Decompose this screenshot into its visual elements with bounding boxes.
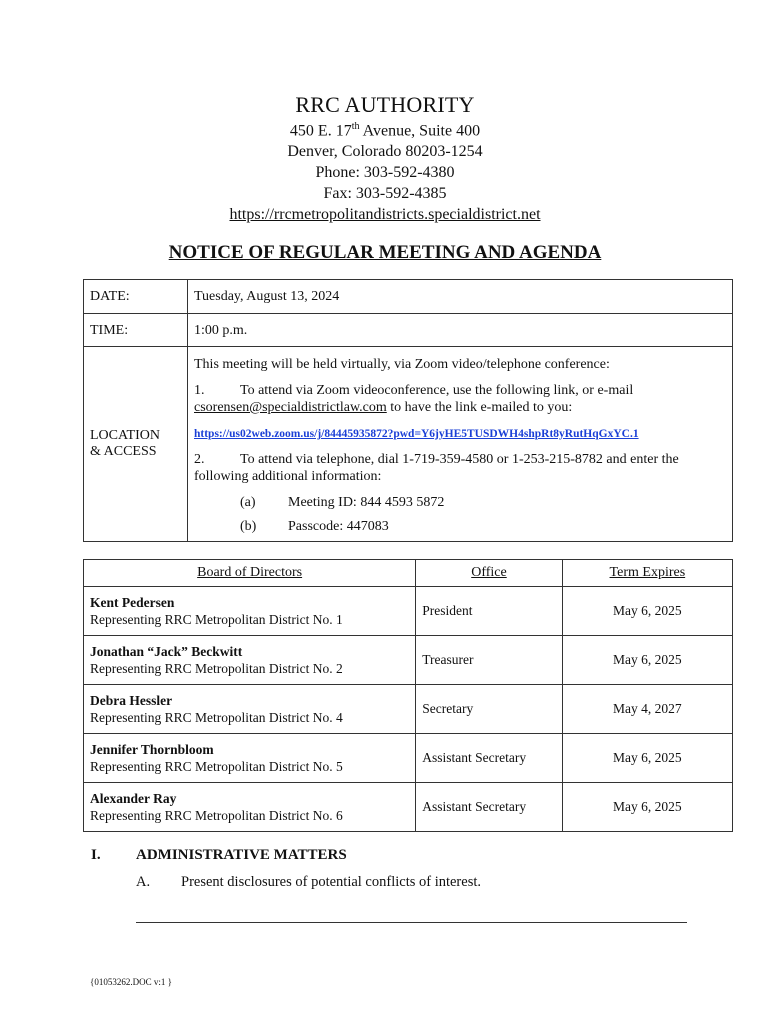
office-cell: President — [416, 587, 562, 636]
board-table — [83, 559, 733, 832]
table-row — [84, 734, 733, 783]
document-footer: {01053262.DOC v:1 } — [90, 977, 172, 987]
agenda-item: A. Present disclosures of potential conflicts of interest. — [136, 874, 481, 890]
director-cell: Debra Hessler Representing RRC Metropolitan District No. 4 — [84, 685, 416, 734]
city-line: Denver, Colorado 80203-1254 — [287, 143, 483, 160]
meeting-id-line: (a) Meeting ID: 844 4593 5872 — [240, 495, 445, 510]
office-cell: Assistant Secretary — [416, 734, 562, 783]
term-cell: May 6, 2025 — [562, 783, 732, 832]
director-cell: Kent Pedersen Representing RRC Metropolitan District No. 1 — [84, 587, 416, 636]
board-header-term: Term Expires — [562, 560, 732, 587]
address-line: 450 E. 17th Avenue, Suite 400 — [289, 121, 481, 140]
agenda-section-heading: I. ADMINISTRATIVE MATTERS — [91, 847, 347, 863]
org-title: RRC AUTHORITY — [295, 92, 475, 117]
term-cell: May 6, 2025 — [562, 636, 732, 685]
phone-instructions-cont: following additional information: — [194, 469, 382, 484]
director-cell: Alexander Ray Representing RRC Metropolitan District No. 6 — [84, 783, 416, 832]
office-cell: Secretary — [416, 685, 562, 734]
website-link[interactable]: https://rrcmetropolitandistricts.specialdistrict.net — [229, 206, 541, 223]
term-cell: May 6, 2025 — [562, 734, 732, 783]
passcode-line: (b) Passcode: 447083 — [240, 519, 389, 534]
director-cell: Jonathan “Jack” Beckwitt Representing RRC Metropolitan District No. 2 — [84, 636, 416, 685]
zoom-instructions: 1. To attend via Zoom videoconference, use the following link, or e-mail — [194, 383, 634, 398]
table-row — [84, 636, 733, 685]
divider — [136, 922, 687, 923]
email-link[interactable]: csorensen@specialdistrictlaw.com — [194, 400, 387, 415]
zoom-link-line — [194, 425, 732, 443]
office-cell: Assistant Secretary — [416, 783, 562, 832]
fax-line: Fax: 303-592-4385 — [323, 185, 447, 202]
board-header-row — [84, 560, 733, 587]
table-row — [84, 783, 733, 832]
notice-title: NOTICE OF REGULAR MEETING AND AGENDA — [168, 242, 602, 263]
board-header-directors: Board of Directors — [84, 560, 416, 587]
board-header-office: Office — [416, 560, 562, 587]
table-row — [84, 587, 733, 636]
director-cell: Jennifer Thornbloom Representing RRC Metropolitan District No. 5 — [84, 734, 416, 783]
phone-line: Phone: 303-592-4380 — [315, 164, 455, 181]
term-cell: May 6, 2025 — [562, 587, 732, 636]
table-row — [84, 685, 733, 734]
phone-instructions: 2. To attend via telephone, dial 1-719-359-4580 or 1-253-215-8782 and enter the — [194, 452, 679, 467]
email-line: csorensen@specialdistrictlaw.com to have the link e-mailed to you: — [194, 400, 573, 415]
time-value: 1:00 p.m. — [188, 314, 733, 347]
zoom-link[interactable]: https://us02web.zoom.us/j/84445935872?pwd=Y6jyHE5TUSDWH4shpRt8yRutHqGxYC.1 — [194, 428, 639, 440]
location-label: LOCATION & ACCESS — [84, 347, 188, 542]
office-cell: Treasurer — [416, 636, 562, 685]
term-cell: May 4, 2027 — [562, 685, 732, 734]
location-intro: This meeting will be held virtually, via Zoom video/telephone conference: — [194, 357, 610, 372]
time-label: TIME: — [84, 314, 188, 347]
date-label: DATE: — [84, 280, 188, 314]
meeting-info-table — [83, 279, 733, 542]
date-value: Tuesday, August 13, 2024 — [188, 280, 733, 314]
location-details — [188, 347, 733, 542]
